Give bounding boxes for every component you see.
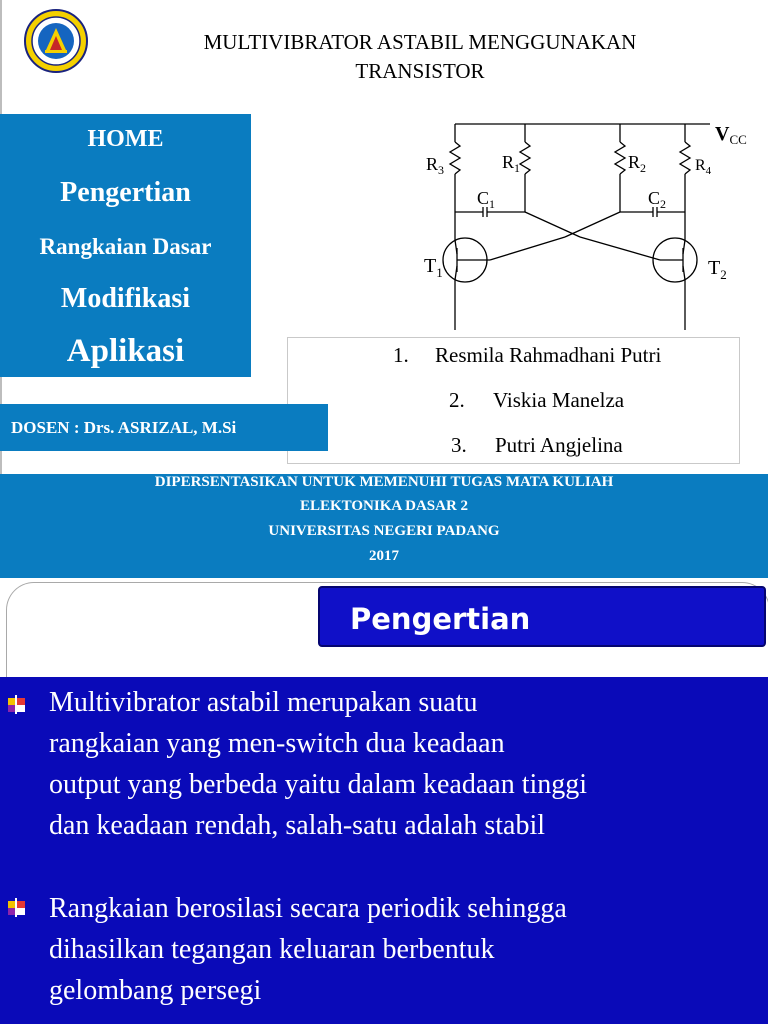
- author-name-2: Viskia Manelza: [493, 388, 625, 412]
- paragraph-2-line-1: Rangkaian berosilasi secara periodik sehingga: [49, 893, 567, 924]
- r1-sub: 1: [514, 161, 521, 175]
- bullet-icon: [6, 693, 28, 715]
- paragraph-1-line-1: Multivibrator astabil merupakan suatu: [49, 687, 478, 718]
- paragraph-2-line-2: dihasilkan tegangan keluaran berbentuk: [49, 934, 495, 965]
- slide-title: [100, 28, 740, 86]
- footer-line-1: DIPERSENTASIKAN UNTUK MEMENUHI TUGAS MATA KULIAH: [154, 474, 614, 490]
- r4-sub: 4: [705, 165, 712, 177]
- heading-banner: [318, 586, 766, 647]
- footer-line-3: UNIVERSITAS NEGERI PADANG: [268, 523, 500, 539]
- c1-sub: 1: [489, 197, 496, 211]
- svg-text:T1: [424, 255, 443, 280]
- svg-text:R2: [628, 152, 646, 175]
- r3-label: R: [426, 154, 439, 174]
- nav-menu: [0, 114, 251, 377]
- definition-paragraph-1: [49, 682, 749, 846]
- author-list: [287, 337, 740, 464]
- nav-item-modifikasi[interactable]: Modifikasi: [60, 283, 191, 314]
- t1-label: T: [424, 255, 437, 277]
- author-name-3: Putri Angjelina: [495, 433, 623, 457]
- author-num-3: 3.: [451, 433, 467, 457]
- svg-text:C2: [648, 188, 666, 211]
- title-line-1: MULTIVIBRATOR ASTABIL MENGGUNAKAN: [203, 30, 637, 54]
- svg-text:R1: [502, 152, 520, 175]
- definition-paragraph-2: [49, 888, 749, 1011]
- author-name-1: Resmila Rahmadhani Putri: [435, 343, 662, 367]
- paragraph-1-line-4: dan keadaan rendah, salah-satu adalah stabil: [49, 810, 546, 841]
- c1-label: C: [477, 188, 490, 208]
- section-heading: Pengertian: [350, 602, 531, 636]
- definition-slide: [0, 578, 768, 1024]
- vcc-label: V: [715, 123, 730, 145]
- vcc-sub: CC: [729, 132, 747, 147]
- definition-content: [0, 677, 768, 1024]
- paragraph-1-line-2: rangkaian yang men-switch dua keadaan: [49, 728, 505, 759]
- footer-line-4: 2017: [369, 548, 399, 564]
- nav-item-aplikasi[interactable]: Aplikasi: [66, 333, 185, 369]
- r2-sub: 2: [640, 161, 647, 175]
- svg-text:T2: [708, 257, 727, 282]
- t2-sub: 2: [720, 267, 727, 282]
- t2-label: T: [708, 257, 721, 279]
- svg-text:C1: [477, 188, 495, 211]
- r4-label: R: [695, 157, 706, 174]
- nav-item-pengertian[interactable]: Pengertian: [60, 177, 191, 208]
- t1-sub: 1: [436, 265, 443, 280]
- university-logo-icon: [23, 8, 89, 74]
- r3-sub: 3: [438, 163, 445, 177]
- paragraph-2-line-3: gelombang persegi: [49, 975, 262, 1006]
- footer-line-2: ELEKTONIKA DASAR 2: [299, 498, 469, 514]
- svg-text:VCC: [715, 123, 747, 147]
- svg-text:R3: [426, 154, 444, 177]
- multivibrator-circuit-diagram: [410, 112, 768, 344]
- author-num-2: 2.: [449, 388, 465, 412]
- r2-label: R: [628, 152, 641, 172]
- bullet-icon: [6, 896, 28, 918]
- c2-sub: 2: [660, 197, 667, 211]
- svg-text:R4: [695, 157, 712, 177]
- nav-item-rangkaian-dasar[interactable]: Rangkaian Dasar: [39, 234, 212, 259]
- r1-label: R: [502, 152, 515, 172]
- paragraph-1-line-3: output yang berbeda yaitu dalam keadaan tinggi: [49, 769, 588, 800]
- nav-item-home[interactable]: HOME: [87, 126, 164, 152]
- title-line-2: TRANSISTOR: [355, 59, 485, 83]
- lecturer-label: DOSEN : Drs. ASRIZAL, M.Si: [0, 404, 328, 451]
- c2-label: C: [648, 188, 661, 208]
- author-num-1: 1.: [393, 343, 409, 367]
- presentation-footer: [0, 474, 768, 578]
